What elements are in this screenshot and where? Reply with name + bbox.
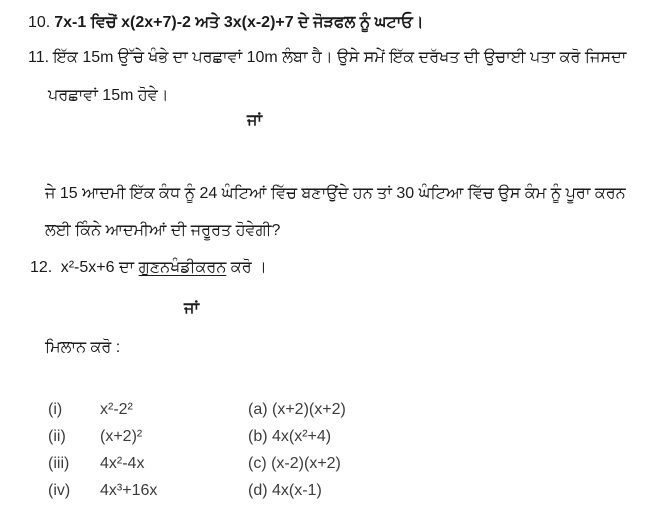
question-11-number: 11. [28,49,50,66]
match-row-2 [48,423,346,450]
match-row-3-expression: 4x²-4x [100,454,145,472]
question-11-text-line1: ਇੱਕ 15m ਉੱਚੇ ਖੰਭੇ ਦਾ ਪਰਛਾਵਾਂ 10m ਲੰਬਾ ਹੈ। ਉਸੇ ਸਮੇਂ ਇੱਕ ਦਰੱਖਤ ਦੀ ਉਚਾਈ ਪਤਾ ਕਰੋ ਜਿਸਦਾ [53,49,627,66]
match-table [48,396,346,504]
match-row-3-answer: (c) (x-2)(x+2) [248,454,341,472]
question-12-underlined-word: ਗੁਣਨਖੰਡੀਕਰਨ [138,259,227,276]
match-row-2-answer: (b) 4x(x²+4) [248,427,332,445]
question-10-text: 7x-1 ਵਿਚੋਂ x(2x+7)-2 ਅਤੇ 3x(x-2)+7 ਦੇ ਜੋੜਫਲ ਨੂੰ ਘਟਾਓ। [54,14,424,31]
question-11-alt-line2: ਲਈ ਕਿੰਨੇ ਆਦਮੀਆਂ ਦੀ ਜਰੂਰਤ ਹੋਵੇਗੀ? [45,222,281,239]
match-row-3 [48,450,346,477]
question-10 [28,12,424,34]
question-10-number: 10. [28,14,51,31]
match-row-4-index: (iv) [48,481,71,499]
question-11-text-line2: ਪਰਛਾਵਾਂ 15m ਹੋਵੇ। [48,87,169,104]
match-row-3-index: (iii) [48,454,70,472]
match-instruction-label: ਮਿਲਾਨ ਕਰੋ : [45,339,121,356]
question-12-tail: ਕਰੋ । [230,259,267,276]
match-row-4 [48,477,346,504]
match-row-1 [48,396,346,423]
question-12 [30,257,267,279]
match-row-2-index: (ii) [48,427,66,445]
match-row-2-expression: (x+2)² [100,427,143,445]
match-row-1-answer: (a) (x+2)(x+2) [248,400,346,418]
match-row-4-expression: 4x³+16x [100,481,158,499]
or-separator-1: ਜਾਂ [247,112,262,129]
question-12-expression: x²-5x+6 [60,259,115,276]
or-separator-2: ਜਾਂ [184,300,199,317]
match-row-1-expression: x²-2² [100,400,133,418]
question-12-connector: ਦਾ [118,259,135,276]
match-row-1-index: (i) [48,400,63,418]
question-11-alt-line1: ਜੇ 15 ਆਦਮੀ ਇੱਕ ਕੰਧ ਨੂੰ 24 ਘੰਟਿਆਂ ਵਿੱਚ ਬਣਾਉਂਦੇ ਹਨ ਤਾਂ 30 ਘੰਟਿਆ ਵਿੱਚ ਉਸ ਕੰਮ ਨੂੰ ਪੂਰਾ ਕਰਨ [45,185,626,202]
match-row-4-answer: (d) 4x(x-1) [248,481,322,499]
question-11 [28,47,626,69]
question-12-number: 12. [30,259,53,276]
